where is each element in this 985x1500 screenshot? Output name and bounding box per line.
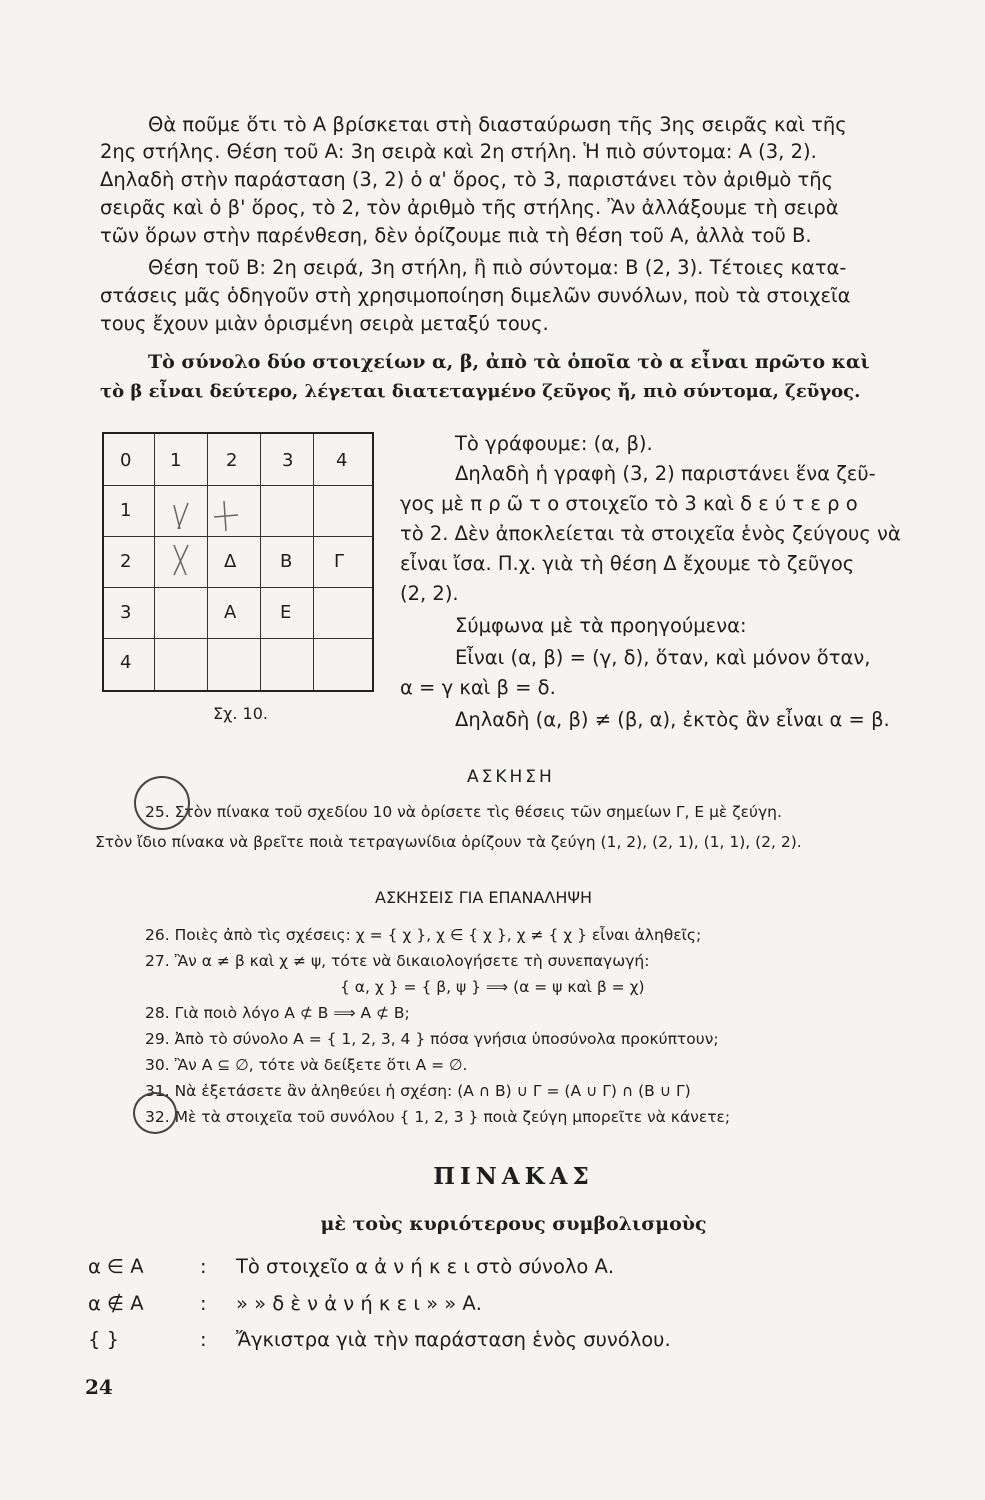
definition-line2: τὸ β εἶναι δεύτερο, λέγεται διατεταγμένο ζεῦγος ἤ, πιὸ σύντομα, ζεῦγος.: [100, 381, 861, 402]
grid-point-epsilon: Ε: [280, 602, 292, 623]
para1-line5: τῶν ὅρων στὴν παρένθεση, δὲν ὁρίζουμε πιὰ τὴ θέση τοῦ Α, ἀλλὰ τοῦ Β.: [100, 224, 812, 247]
right-col-line6: (2, 2).: [400, 582, 459, 605]
para2-line2: στάσεις μᾶς ὁδηγοῦν στὴ χρησιμοποίηση διμελῶν συνόλων, ποὺ τὰ στοιχεῖα: [100, 284, 851, 307]
review-item-30: 30. Ἂν Α ⊆ ∅, τότε νὰ δείξετε ὅτι Α = ∅.: [145, 1056, 468, 1074]
grid-row-line: [104, 638, 372, 689]
grid-col-header-2: 2: [226, 450, 238, 471]
figure-caption: Σχ. 10.: [213, 704, 268, 723]
handwritten-marks-icon: [154, 485, 264, 587]
page-number: 24: [85, 1375, 113, 1399]
review-item-29: 29. Ἀπὸ τὸ σύνολο Α = { 1, 2, 3, 4 } πόσα γνήσια ὑποσύνολα προκύπτουν;: [145, 1030, 719, 1048]
para1-line2: 2ης στήλης. Θέση τοῦ Α: 3η σειρὰ καὶ 2η στήλη. Ἡ πιὸ σύντομα: Α (3, 2).: [100, 140, 817, 163]
para2-line3: τους ἔχουν μιὰν ὁρισμένη σειρὰ μεταξύ τους.: [100, 312, 549, 335]
exercise-heading: ΑΣΚΗΣΗ: [467, 767, 555, 787]
grid-row-line: [104, 587, 372, 639]
symbols-table-subtitle: μὲ τοὺς κυριότερους συμβολισμοὺς: [320, 1213, 707, 1235]
right-col-line7: Σύμφωνα μὲ τὰ προηγούμενα:: [455, 614, 747, 637]
review-item-32: 32. Μὲ τὰ στοιχεῖα τοῦ συνόλου { 1, 2, 3 } ποιὰ ζεύγη μπορεῖτε νὰ κάνετε;: [145, 1108, 731, 1126]
grid-row-header-4: 4: [120, 652, 132, 673]
review-heading: ΑΣΚΗΣΕΙΣ ΓΙΑ ΕΠΑΝΑΛΗΨΗ: [375, 888, 592, 907]
symbol-row-1-meaning: Τὸ στοιχεῖο α ἀ ν ή κ ε ι στὸ σύνολο Α.: [236, 1255, 615, 1278]
right-col-line9: α = γ καὶ β = δ.: [400, 676, 556, 699]
review-item-31: 31. Νὰ ἐξετάσετε ἂν ἀληθεύει ἡ σχέση: (Α ∩ Β) ∪ Γ = (Α ∪ Γ) ∩ (Β ∪ Γ): [145, 1082, 691, 1100]
grid-col-header-4: 4: [336, 450, 348, 471]
review-item-26: 26. Ποιὲς ἀπὸ τὶς σχέσεις: χ = { χ }, χ ∈ { χ }, χ ≠ { χ } εἶναι ἀληθεῖς;: [145, 926, 702, 944]
para1-line4: σειρᾶς καὶ ὁ β' ὅρος, τὸ 2, τὸν ἀριθμὸ τῆς στήλης. Ἂν ἀλλάξουμε τὴ σειρὰ: [100, 196, 839, 219]
right-col-line3: γος μὲ π ρ ῶ τ ο στοιχεῖο τὸ 3 καὶ δ ε ύ τ ε ρ ο: [400, 492, 858, 515]
pen-circle-icon: [134, 776, 190, 830]
symbol-row-2-symbol: α ∉ Α: [88, 1292, 144, 1315]
figure-10-grid: [102, 432, 374, 692]
pen-circle-icon: [133, 1092, 177, 1134]
grid-row-header-2: 2: [120, 551, 132, 572]
symbol-row-3-meaning: Ἄγκιστρα γιὰ τὴν παράσταση ἑνὸς συνόλου.: [236, 1328, 671, 1351]
right-col-line1: Τὸ γράφουμε: (α, β).: [455, 432, 653, 455]
symbol-row-3-sep: :: [200, 1328, 207, 1351]
right-col-line2: Δηλαδὴ ἡ γραφὴ (3, 2) παριστάνει ἕνα ζεῦ-: [455, 462, 876, 485]
grid-row-header-1: 1: [120, 500, 132, 521]
grid-point-gamma: Γ: [334, 551, 345, 572]
right-col-line10: Δηλαδὴ (α, β) ≠ (β, α), ἐκτὸς ἂν εἶναι α = β.: [455, 708, 890, 731]
para1-line3: Δηλαδὴ στὴν παράσταση (3, 2) ὁ α' ὅρος, τὸ 3, παριστάνει τὸν ἀριθμὸ τῆς: [100, 168, 834, 191]
grid-col-header-0: 0: [120, 450, 132, 471]
symbol-row-3-symbol: { }: [88, 1328, 120, 1351]
grid-point-alpha: Α: [224, 602, 237, 623]
right-col-line4: τὸ 2. Δὲν ἀποκλείεται τὰ στοιχεῖα ἑνὸς ζεύγους νὰ: [400, 522, 901, 545]
para1-line1: Θὰ ποῦμε ὅτι τὸ Α βρίσκεται στὴ διασταύρωση τῆς 3ης σειρᾶς καὶ τῆς: [148, 113, 847, 136]
definition-line1: Τὸ σύνολο δύο στοιχείων α, β, ἀπὸ τὰ ὁποῖα τὸ α εἶναι πρῶτο καὶ: [148, 351, 870, 373]
review-item-28: 28. Γιὰ ποιὸ λόγο Α ⊄ Β ⟹ Α ⊄ Β;: [145, 1004, 410, 1022]
grid-col-header-1: 1: [170, 450, 182, 471]
review-item-27: 27. Ἂν α ≠ β καὶ χ ≠ ψ, τότε νὰ δικαιολογήσετε τὴ συνεπαγωγή:: [145, 952, 650, 970]
grid-point-delta: Δ: [224, 551, 237, 572]
symbol-row-2-meaning: » » δ ὲ ν ἀ ν ή κ ε ι » » Α.: [236, 1292, 482, 1315]
para2-line1: Θέση τοῦ Β: 2η σειρά, 3η στήλη, ἢ πιὸ σύντομα: Β (2, 3). Τέτοιες κατα-: [148, 256, 847, 279]
grid-col-header-3: 3: [282, 450, 294, 471]
right-col-line5: εἶναι ἴσα. Π.χ. γιὰ τὴ θέση Δ ἔχουμε τὸ ζεῦγος: [400, 552, 855, 575]
symbol-row-2-sep: :: [200, 1292, 207, 1315]
grid-col-line: [313, 434, 314, 690]
grid-row-header-3: 3: [120, 602, 132, 623]
symbols-table-title: ΠΙΝΑΚΑΣ: [433, 1163, 594, 1190]
symbol-row-1-sep: :: [200, 1255, 207, 1278]
grid-row-line: [104, 434, 372, 486]
exercise-25-line2: Στὸν ἴδιο πίνακα νὰ βρεῖτε ποιὰ τετραγωνίδια ὁρίζουν τὰ ζεύγη (1, 2), (2, 1), (1, 1), (2, 2).: [95, 833, 802, 851]
grid-point-beta: Β: [280, 551, 293, 572]
symbol-row-1-symbol: α ∈ Α: [88, 1255, 144, 1278]
right-col-line8: Εἶναι (α, β) = (γ, δ), ὅταν, καὶ μόνον ὅταν,: [455, 646, 871, 669]
review-item-27-formula: { α, χ } = { β, ψ } ⟹ (α = ψ καὶ β = χ): [340, 978, 645, 996]
exercise-25-line1: 25. Στὸν πίνακα τοῦ σχεδίου 10 νὰ ὁρίσετε τὶς θέσεις τῶν σημείων Γ, Ε μὲ ζεύγη.: [145, 803, 782, 821]
